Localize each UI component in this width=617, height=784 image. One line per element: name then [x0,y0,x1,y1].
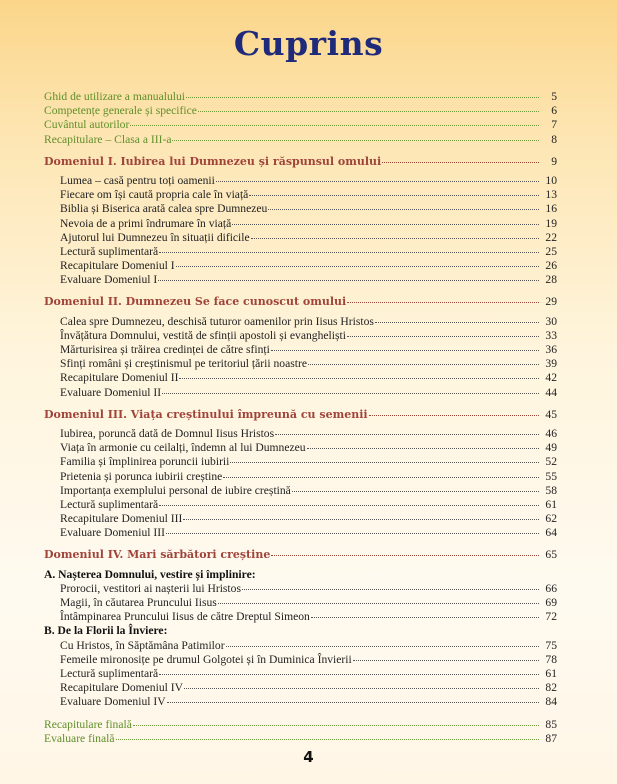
toc-entry-label: Evaluare Domeniul I [60,273,158,287]
toc-entry-label: Prietenia și porunca iubirii creștine [60,469,223,483]
toc-entry[interactable] [44,371,557,385]
toc-entry-page: 82 [545,681,557,695]
toc-entry-page: 52 [545,455,557,469]
toc-entry[interactable] [44,202,557,216]
toc-entry[interactable] [44,498,557,512]
toc-entry-label: Familia și împlinirea poruncii iubirii [60,455,230,469]
toc-entry-label: Învățătura Domnului, vestită de sfinții apostoli și evangheliști [60,328,346,342]
dot-leader [198,111,539,112]
toc-entry-authors[interactable] [44,118,557,132]
toc-entry-label: Competențe generale și specifice [44,104,197,118]
toc-entry-final-evaluation[interactable] [44,732,557,746]
dot-leader [375,322,539,323]
toc-entry-page: 5 [551,90,557,103]
toc-entry[interactable] [44,245,557,259]
toc-entry-label: Femeile mironosițe pe drumul Golgotei și în Duminica Învierii [60,652,352,666]
toc-entry-label: Evaluare Domeniul IV [60,695,166,709]
toc-entry-label: Cu Hristos, în Săptămâna Patimilor [60,638,225,652]
toc-entry[interactable] [44,484,557,498]
dot-leader [116,739,540,740]
toc-entry-page: 61 [545,666,557,680]
toc-domain-heading[interactable] [44,548,557,562]
dot-leader [130,125,539,126]
toc-entry-page: 65 [545,548,557,562]
domain-heading-label: Domeniul I. Iubirea lui Dumnezeu și răspunsul omului [44,154,382,168]
dot-leader [347,302,539,303]
toc-entry-label: Evaluare finală [44,731,115,745]
page-title: Cuprins [233,24,384,63]
toc-entry-page: 45 [545,407,557,421]
toc-entry-page: 19 [545,216,557,230]
toc-entry-page: 46 [545,426,557,440]
toc-entry-page: 30 [545,314,557,328]
toc-entry-label: Lectură suplimentară [60,497,159,511]
toc-entry-page: 69 [545,596,557,609]
toc-entry-label: Nevoia de a primi îndrumare în viață [60,216,232,230]
dot-leader [167,702,539,703]
dot-leader [218,603,539,604]
toc-entry-page: 39 [545,357,557,371]
dot-leader [172,140,539,141]
dot-leader [162,393,539,394]
toc-entry-label: Lumea – casă pentru toți oamenii [60,173,215,187]
toc-entry[interactable] [44,681,557,695]
toc-entry-page: 29 [545,295,557,309]
dot-leader [159,505,539,506]
toc-entry-page: 78 [545,652,557,666]
dot-leader [133,725,539,726]
toc-entry-page: 10 [545,173,557,187]
toc-entry-label: Lectură suplimentară [60,244,159,258]
toc-entry-label: Importanța exemplului personal de iubire creștină [60,483,291,497]
toc-entry[interactable] [44,217,557,231]
toc-entry[interactable] [44,639,557,653]
toc-entry-label: Recapitulare finală [44,717,132,731]
toc-entry[interactable] [44,695,557,709]
toc-entry-label: Recapitulare Domeniul IV [60,681,183,695]
toc-section-heading [44,624,557,638]
toc-entry[interactable] [44,596,557,610]
toc-entry-label: Prorocii, vestitori ai nașterii lui Hristos [60,581,241,595]
dot-leader [292,491,539,492]
toc-entry-page: 44 [545,385,557,399]
dot-leader [226,646,539,647]
toc-entry-page: 33 [545,328,557,342]
domain-heading-label: Domeniul II. Dumnezeu Se face cunoscut omului [44,295,347,309]
toc-entry-label: Lectură suplimentară [60,666,159,680]
dot-leader [230,462,539,463]
toc-entry[interactable] [44,512,557,526]
dot-leader [186,97,539,98]
toc-entry-label: Fiecare om își caută propria cale în viață [60,188,249,202]
toc-entry-guide[interactable] [44,90,557,104]
toc-entry-label: Iubirea, poruncă dată de Domnul Iisus Hristos [60,426,275,440]
toc-entry-page: 42 [545,371,557,385]
dot-leader [176,266,539,267]
dot-leader [216,181,539,182]
toc-entry-page: 84 [545,695,557,709]
toc-entry[interactable] [44,386,557,400]
toc-entry-page: 8 [551,132,557,146]
toc-entry-label: Biblia și Biserica arată calea spre Dumnezeu [60,202,268,216]
dot-leader [268,209,539,210]
toc-entry-label: Calea spre Dumnezeu, deschisă tuturor oamenilor prin Iisus Hristos [60,314,374,328]
toc-entry[interactable] [44,259,557,273]
section-heading-label: A. Nașterea Domnului, vestire și împlinire: [44,567,256,581]
toc-entry-page: 72 [545,610,557,624]
toc-entry[interactable] [44,427,557,441]
dot-leader [242,589,539,590]
toc-entry-page: 62 [545,512,557,526]
toc-entry-label: Mărturisirea și trăirea credinței de către sfinți [60,343,270,356]
table-of-contents [44,90,557,746]
page-number: 4 [303,748,314,766]
toc-entry[interactable] [44,582,557,596]
toc-entry[interactable] [44,231,557,245]
toc-entry[interactable] [44,526,557,540]
toc-entry[interactable] [44,273,557,287]
dot-leader [159,252,539,253]
toc-entry-page: 66 [545,581,557,595]
domain-heading-label: Domeniul IV. Mari sărbători creștine [44,548,271,562]
toc-entry-label: Recapitulare – Clasa a III-a [44,132,172,146]
toc-entry-label: Recapitulare Domeniul III [60,512,183,526]
dot-leader [353,660,539,661]
toc-entry-page: 7 [551,118,557,132]
dot-leader [249,195,539,196]
toc-entry-final-recap[interactable] [44,718,557,732]
toc-domain-heading[interactable] [44,155,557,169]
toc-entry-recap-iii[interactable] [44,133,557,147]
toc-entry-label: Viața în armonie cu ceilalți, îndemn al lui Dumnezeu [60,441,306,455]
toc-entry[interactable] [44,174,557,188]
toc-entry-page: 26 [545,259,557,273]
dot-leader [311,617,539,618]
dot-leader [308,364,539,365]
toc-entry-page: 36 [545,343,557,356]
toc-entry[interactable] [44,455,557,469]
toc-entry[interactable] [44,315,557,329]
toc-entry-label: Evaluare Domeniul III [60,526,165,540]
toc-entry-page: 22 [545,230,557,244]
toc-entry[interactable] [44,343,557,357]
dot-leader [307,448,539,449]
toc-entry[interactable] [44,441,557,455]
dot-leader [184,688,539,689]
toc-entry[interactable] [44,188,557,202]
dot-leader [369,415,539,416]
dot-leader [158,280,539,281]
toc-entry-label: Evaluare Domeniul II [60,385,162,399]
toc-entry[interactable] [44,357,557,371]
toc-entry-label: Recapitulare Domeniul I [60,259,175,273]
toc-entry-competences[interactable] [44,104,557,118]
dot-leader [232,224,539,225]
toc-entry-page: 49 [545,441,557,455]
toc-entry-label: Întâmpinarea Pruncului Iisus de către Dreptul Simeon [60,610,310,624]
dot-leader [271,350,539,351]
toc-entry-page: 9 [551,154,557,168]
toc-entry-page: 25 [545,244,557,258]
toc-entry-label: Ghid de utilizare a manualului [44,90,186,103]
dot-leader [251,238,539,239]
domain-heading-label: Domeniul III. Viața creștinului împreună cu semenii [44,407,368,421]
dot-leader [179,378,539,379]
toc-entry-page: 16 [545,202,557,216]
toc-entry-page: 61 [545,497,557,511]
dot-leader [166,533,539,534]
toc-entry-label: Ajutorul lui Dumnezeu în situații dificile [60,230,250,244]
toc-entry-page: 28 [545,273,557,287]
toc-entry-page: 58 [545,483,557,497]
dot-leader [183,519,539,520]
toc-entry[interactable] [44,653,557,667]
toc-entry-page: 64 [545,526,557,540]
toc-entry-page: 75 [545,638,557,652]
dot-leader [159,674,539,675]
toc-section-heading [44,568,557,582]
toc-entry-page: 85 [545,717,557,731]
section-heading-label: B. De la Florii la Înviere: [44,624,168,638]
dot-leader [271,555,539,556]
dot-leader [275,434,539,435]
toc-entry[interactable] [44,667,557,681]
dot-leader [347,336,539,337]
dot-leader [382,162,539,163]
toc-domain-heading[interactable] [44,295,557,309]
dot-leader [223,477,539,478]
toc-domain-heading[interactable] [44,408,557,422]
toc-entry-label: Sfinți români și creștinismul pe teritoriul țării noastre [60,357,307,371]
toc-entry-label: Recapitulare Domeniul II [60,371,179,385]
toc-entry[interactable] [44,470,557,484]
toc-entry-label: Magii, în căutarea Pruncului Iisus [60,596,217,609]
toc-entry-page: 87 [545,731,557,745]
toc-entry-label: Cuvântul autorilor [44,118,130,132]
toc-entry-page: 6 [551,104,557,118]
toc-entry-page: 13 [545,188,557,202]
toc-entry-page: 55 [545,469,557,483]
toc-entry[interactable] [44,329,557,343]
toc-entry[interactable] [44,610,557,624]
